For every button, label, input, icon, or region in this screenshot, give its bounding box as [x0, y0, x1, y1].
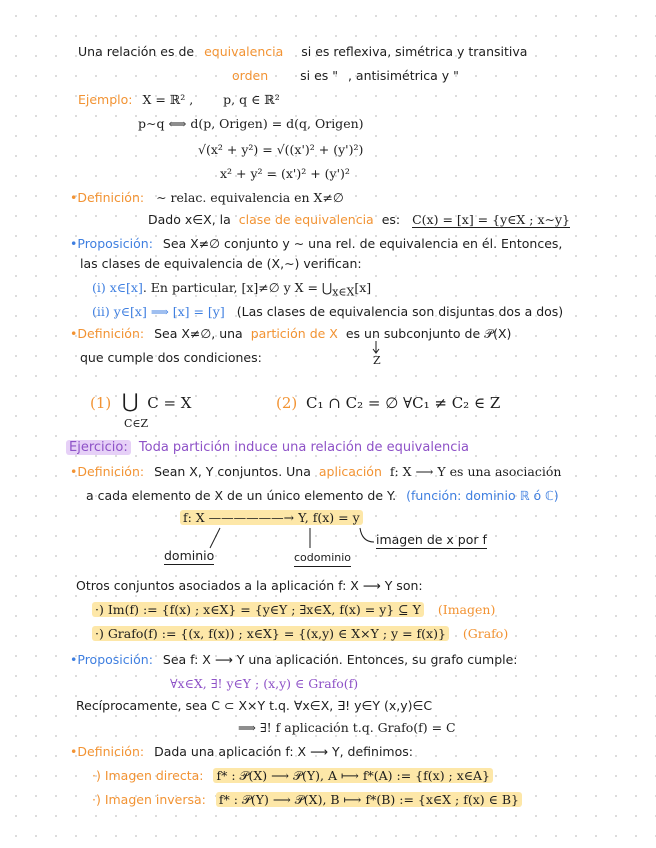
label-dominio: dominio	[164, 548, 215, 563]
definition-label: Definición:	[77, 464, 145, 479]
converse-line-1: Recíprocamente, sea C ⊂ X×Y t.q. ∀x∈X, ∃! y∈Y (x,y)∈C	[76, 698, 433, 713]
term-particion: partición de X	[250, 326, 338, 341]
proposition-1-cont: las clases de equivalencia de (X,∼) verifican:	[80, 256, 362, 271]
image-definition: ·) Im(f) := {f(x) ; x∈X} = {y∈Y ; ∃x∈X, f(x) = y} ⊆ Y (Imagen)	[92, 602, 495, 618]
definition-direct-inverse-image: •Definición: Dada una aplicación f: X ⟶ Y, definimos:	[70, 744, 413, 759]
line-order-def: orden si es " , antisimétrica y "	[232, 68, 459, 83]
definition-label: Definición:	[77, 326, 145, 341]
direct-image-line: ·) Imagen directa: f* : 𝒫(X) ⟶ 𝒫(Y), A ⟼ f*(A) := {f(x) ; x∈A}	[92, 768, 493, 784]
term-equivalencia: equivalencia	[204, 44, 284, 59]
example-label: Ejemplo:	[78, 92, 133, 107]
condition-1: (1) ⋃ C = X	[90, 389, 192, 413]
proposition-2: •Proposición: Sea f: X ⟶ Y una aplicación. Entonces, su grafo cumple:	[70, 652, 518, 667]
definition-partition: •Definición: Sea X≠∅, una partición de X es un subconjunto de 𝒫(X)	[70, 326, 512, 341]
definition-label: Definición:	[77, 190, 145, 205]
definition-map: •Definición: Sean X, Y conjuntos. Una aplicación f: X ⟶ Y es una asociación	[70, 464, 562, 479]
label-codominio: codominio	[294, 550, 351, 567]
proposition-1-item-i: (i) x∈[x]. En particular, [x]≠∅ y $X = ⋃_{x\in X}[x]$	[92, 280, 372, 299]
term-orden: orden	[232, 68, 269, 83]
condition-1-subscript: C∈Z	[124, 417, 149, 430]
proposition-label: Proposición:	[77, 236, 153, 251]
condition-2: (2) C₁ ∩ C₂ = ∅ ∀C₁ ≠ C₂ ∈ Z	[276, 394, 501, 412]
example-line-3: √(x² + y²) = √((x')² + (y')²)	[198, 142, 364, 157]
class-formula: C(x) = [x] = {y∈X ; x∼y}	[412, 212, 570, 227]
definition-map-cont: a cada elemento de X de un único elemento de Y. (función: dominio ℝ ó ℂ)	[86, 488, 559, 503]
proposition-1: •Proposición: Sea X≠∅ conjunto y ∼ una rel. de equivalencia en él. Entonces,	[70, 236, 563, 251]
definition-class: Dado x∈X, la clase de equivalencia es: C(x) = [x] = {y∈X ; x∼y}	[148, 212, 570, 227]
exercise: Ejercicio: Toda partición induce una relación de equivalencia	[66, 440, 469, 456]
partition-symbol: Z	[373, 354, 381, 367]
example-line-4: x² + y² = (x')² + (y')²	[220, 166, 350, 181]
line-equivalence-def: Una relación es de equivalencia si es reflexiva, simétrica y transitiva	[78, 44, 528, 59]
other-sets-intro: Otros conjuntos asociados a la aplicación f: X ⟶ Y son:	[76, 578, 423, 593]
term-clase-equivalencia: clase de equivalencia	[238, 212, 374, 227]
converse-line-2: ⟹ ∃! f aplicación t.q. Grafo(f) = C	[238, 720, 456, 735]
proposition-1-item-ii: (ii) y∈[x] ⟹ [x] = [y] (Las clases de equivalencia son disjuntas dos a dos)	[92, 304, 564, 319]
inverse-image-line: ·) Imagen inversa: f* : 𝒫(Y) ⟶ 𝒫(X), B ⟼ f*(B) := {x∈X ; f(x) ∈ B}	[92, 792, 522, 808]
map-notation: f: X ——————→ Y, f(x) = y	[180, 510, 363, 526]
proposition-2-statement: ∀x∈X, ∃! y∈Y ; (x,y) ∈ Grafo(f)	[170, 676, 359, 691]
example-line-1: Ejemplo: X = ℝ² , p, q ∈ ℝ²	[78, 92, 280, 107]
graph-definition: ·) Grafo(f) := {(x, f(x)) ; x∈X} = {(x,y) ∈ X×Y ; y = f(x)} (Grafo)	[92, 626, 508, 642]
exercise-label: Ejercicio:	[66, 440, 131, 455]
label-imagen: imagen de x por f	[376, 532, 487, 547]
definition-label: Definición:	[77, 744, 145, 759]
example-line-2: p∼q ⟺ d(p, Origen) = d(q, Origen)	[138, 116, 364, 131]
proposition-label: Proposición:	[77, 652, 153, 667]
definition-equivalence-relation: •Definición: ∼ relac. equivalencia en X≠∅	[70, 190, 344, 205]
partition-conditions-intro: que cumple dos condiciones:	[80, 350, 262, 365]
term-aplicacion: aplicación	[318, 464, 382, 479]
